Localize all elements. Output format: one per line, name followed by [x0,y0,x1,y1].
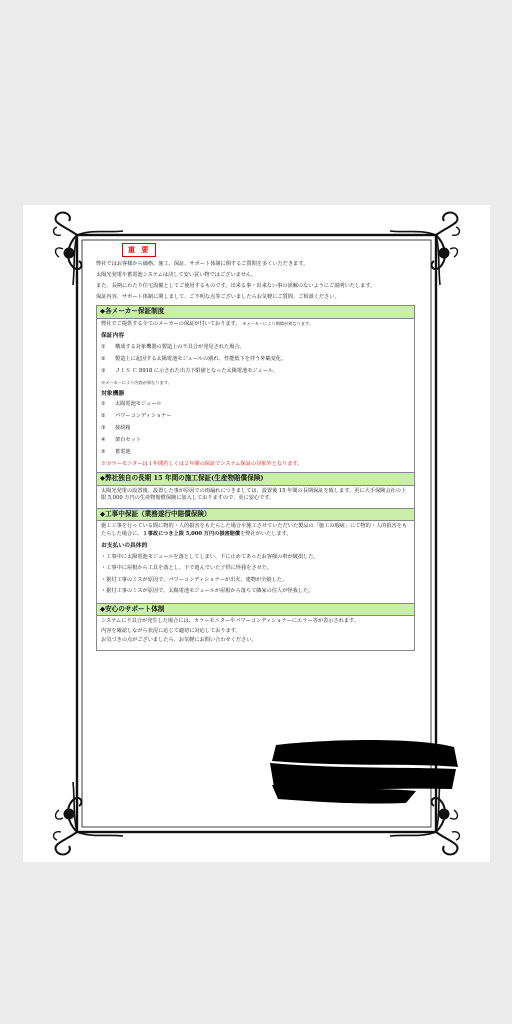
section-lead: 弊社でご提供する全てのメーカーの保証が付いております。 [101,320,241,327]
section-support [96,604,415,651]
list-item: ① 構成する対象機器の製造上の不具合が発見された場合。 [101,343,245,350]
list-item: ③ ＪＩＳ Ｃ 8918 に示された出力下限値となった太陽電池モジュール。 [101,367,278,374]
list-item: ⑤ 蓄電池 [101,449,131,456]
list-item: ・据付工事のミスが原因で、太陽電池モジュールが屋根から落ちて隣家の住人が怪我した。 [101,588,314,595]
section-title: ◆各メーカー保証制度 [97,306,414,319]
list-item: ② パワーコンディショナー [101,413,172,420]
intro-line: また、長期にわたり住宅設備としてご使用するものです。出来る事・出来ない事の誤解のないようにご説明いたします。 [96,283,376,290]
section-15-year-warranty [96,473,415,509]
section-line: 内容を確認しながら状況に応じて適切に対応しております。 [101,627,241,634]
redaction-scribble [266,737,461,805]
target-list [101,401,410,457]
highlight-text: １事故につき上限 5,000 万円の損害賠償 [142,530,241,537]
section-body: 施工工事を行っている間に物的・人的損害をもたらした場合や施工させていただいた製品の「施工の瑕疵」にて物的・人的損害をもたらした場合に、１事故につき上限 5,000 万円の損害賠償を弊社がいたします。 [101,523,408,537]
warning-note: ※カラーモニターは１年間若しくは２年間の保証でシステム保証の対象外となります。 [101,461,303,468]
document-content [96,243,415,651]
subheading-content: 保証内容 [101,333,125,340]
list-item: ① 太陽電池モジュール [101,401,162,408]
list-item: ② 製造上に起因する太陽電池モジュールの割れ、性能低下を伴う外観変化。 [101,355,287,362]
section-title: ◆安心のサポート体制 [97,604,414,617]
section-title: ◆弊社独自の長期 15 年間の施工保証(生産物賠償保険) [97,473,414,486]
list-item: ・据付工事のミスが原因で、パワーコンディショナーが出火、建物が全焼した。 [101,576,288,583]
list-item: ・工事中に太陽電池モジュールを落としてしまい、下に止めてあったお客様の車が破損した。 [101,553,319,560]
subheading-examples: お支払いの具体的 [101,543,148,550]
subheading-target: 対象機器 [101,390,125,397]
list-item: ・工事中に屋根から工具を落とし、下で遊んでいた子供に怪我をさせた。 [101,565,273,572]
content-list [101,344,410,376]
section-title: ◆工事中保証（業務遂行中賠償保険） [97,509,414,522]
content-note: ※メーカーにより内容が異なります。 [101,379,172,385]
intro-line: 保証内容、サポート体制に関しまして、ご不明な点等ございましたらお気軽にご質問、ご相談ください。 [96,294,340,301]
section-line: お気づきの点がございましたら、お気軽にお問い合わせください。 [101,637,257,644]
section-body: 太陽光発電の設置後、設置した事が原因での雨漏れにつきましては、設置後 15 年間の長期保証を致します。更に大手保険会社の上限 5,000 万円の生産物賠償保険に加入しておりますので、更に安心です。 [101,487,407,502]
intro-line: 太陽光発電や蓄電池システムは決して安い買い物ではございません。 [96,272,257,279]
intro-text [96,261,415,302]
section-construction-warranty [96,509,415,604]
section-maker-warranty [96,305,415,473]
list-item: ③ 接続箱 [101,425,131,432]
list-item: ④ 架台セット [101,437,141,444]
section-line: システムに不具合が発生した場合には、カラーモニターやパワーコンディショナーにエラー等が表示されます。 [101,618,359,625]
intro-line: 弊社ではお客様から価格、施工、保証、サポート体制に関するご質問を多くいただきます。 [96,261,309,268]
section-lead-note: ※メーカーにより期間が異なります。 [242,320,313,326]
important-badge: 重 要 [122,243,156,257]
examples-list [101,554,410,596]
